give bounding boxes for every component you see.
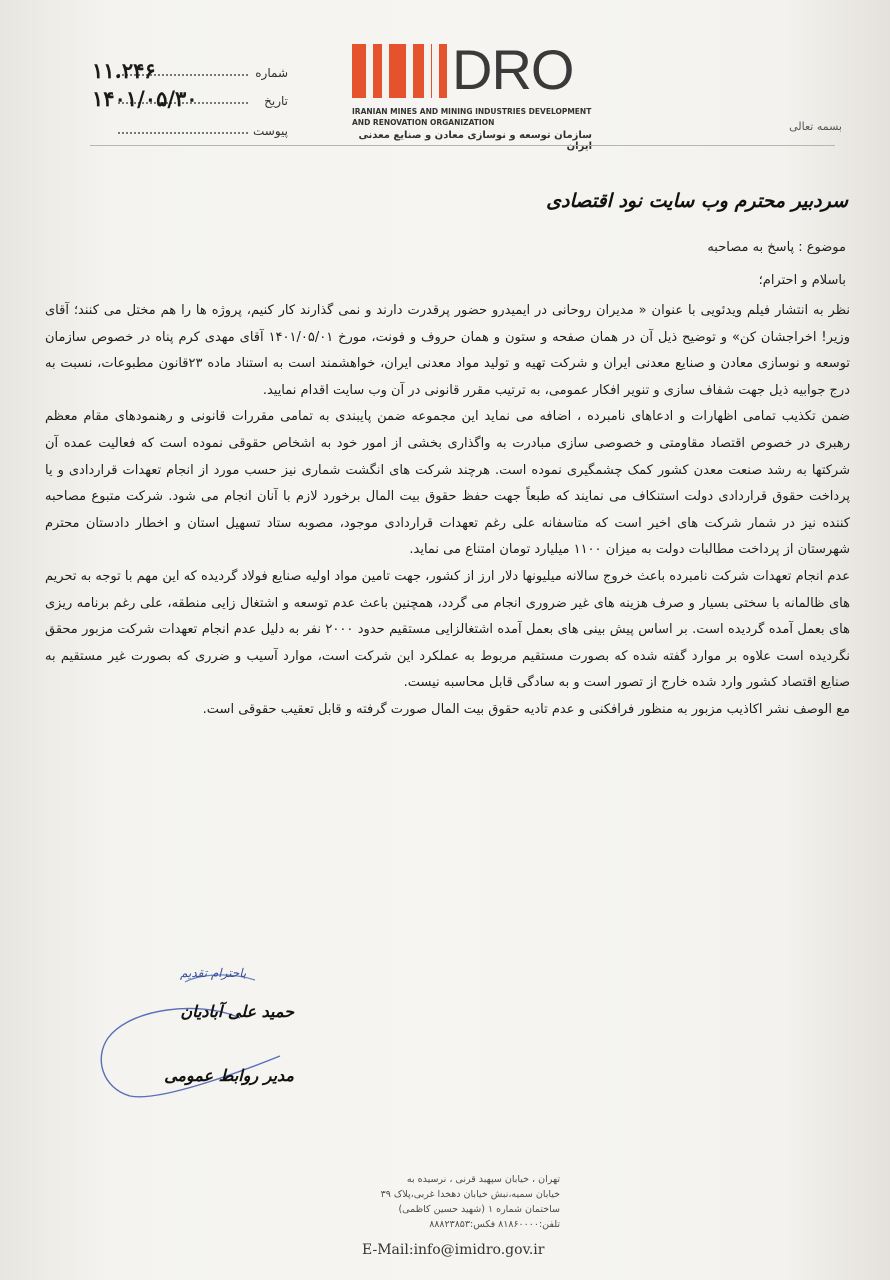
logo-mark-icon (352, 44, 447, 98)
number-value: ۱۱.۲۴۶ (92, 58, 156, 83)
date-row (78, 86, 288, 116)
letter-body (45, 298, 850, 724)
logo-persian-name: سازمان توسعه و نوسازی معادن و صنایع معدنی ایران (358, 130, 592, 152)
footer-line: تلفن:۸۱۸۶۰۰۰۰ فکس:۸۸۸۲۳۸۵۳ (429, 1219, 560, 1230)
signatory-name: حمید علی آبادیان (180, 1002, 294, 1021)
footer-email: E-Mail:info@imidro.gov.ir (362, 1242, 545, 1258)
number-row (78, 58, 288, 88)
greeting: باسلام و احترام؛ (758, 273, 846, 288)
addressee: سردبیر محترم وب سایت نود اقتصادی (546, 190, 848, 212)
paragraph: ضمن تکذیب تمامی اظهارات و ادعاهای نامبرده ، اضافه می نماید این مجموعه ضمن پایبندی به تمامی مقررات قانونی و رهنمودهای مقام معظم رهبری در خصوص اقتصاد مقاومتی و خصوصی سازی مبادرت به واگذاری بخشی از امور خود به اشخاص حقوقی نموده است که فعالیت عمده آن شرکتها به رشد صنعت معدن کشور کمک چشمگیری نموده است. هرچند شرکت های انگشت شماری نیز حسب مورد از انجام تعهدات قراردادی و یا پرداخت حقوق قراردادی دولت استنکاف می نمایند که طبعاً جهت حفظ حقوق بیت المال برخورد لازم با آنان انجام می شود. شرکت متبوع مصاحبه کننده نیز در شمار شرکت های اخیر است که متاسفانه علی رغم تعهدات قراردادی موجود، مصوبه ستاد تسهیل استان و اخطار دادستان محترم شهرستان از پرداخت مطالبات دولت به میزان ۱۱۰۰ میلیارد تومان امتناع می نماید. (45, 409, 850, 558)
date-value: ۱۴۰۱/۰۵/۳۰ (92, 86, 198, 111)
subject-line: موضوع : پاسخ به مصاحبه (707, 240, 846, 255)
paragraph: نظر به انتشار فیلم ویدئویی با عنوان « مدیران روحانی در ایمیدرو حضور پرقدرت دارند و نمی گذارند کار کنیم، پروژه ها را هم مختل می کنند؛ آقای وزیر! اخراجشان کن» و توضیح ذیل آن در همان صفحه و ستون و همان حروف و فونت، مورخ ۱۴۰۱/۰۵/۰۱ آقای مهدی کرم پناه در خصوص سازمان توسعه و نوسازی معادن و صنایع معدنی ایران و شرکت تهیه و تولید مواد معدنی ایران، خواهشمند است به استناد ماده ۲۳قانون مطبوعات، نسبت به درج جوابیه ذیل جهت شفاف سازی و تنویر افکار عمومی، به ترتیب مقرر قانونی در آن وب سایت اقدام نمایید. (45, 303, 850, 398)
date-label: تاریخ (264, 94, 288, 108)
number-label: شماره (255, 66, 288, 80)
invocation: بسمه تعالی (789, 120, 842, 133)
footer-line: تهران ، خیابان سپهبد قرنی ، نرسیده به (406, 1174, 560, 1185)
signatory-title: مدیر روابط عمومی (164, 1066, 294, 1085)
logo-english-name: IRANIAN MINES AND MINING INDUSTRIES DEVELOPMENT AND RENOVATION ORGANIZATION (352, 107, 592, 127)
footer-line: خیابان سمیه،نبش خیابان دهخدا غربی،پلاک ۳۹ (380, 1189, 560, 1200)
footer-address (330, 1172, 560, 1232)
imidro-logo (352, 38, 597, 152)
header-divider (90, 145, 835, 146)
paragraph: مع الوصف نشر اکاذیب مزبور به منظور فرافکنی و عدم تادیه حقوق بیت المال صورت گرفته و قابل تعقیب حقوقی است. (202, 701, 850, 717)
attachment-row (78, 116, 288, 146)
signature-stroke-icon (90, 960, 330, 1110)
signature-block (90, 960, 330, 1110)
paragraph: عدم انجام تعهدات شرکت نامبرده باعث خروج سالانه میلیونها دلار ارز از کشور، جهت تامین مواد اولیه صنایع فولاد گردیده که این مهم با توجه به تحریم های ظالمانه با سختی بسیار و صرف هزینه های غیر ضروری انجام می گردد، همچنین باعث عدم توسعه و اشتغال زایی منطقه، علی رغم برنامه ریزی های بعمل آمده گردیده است. بر اساس پیش بینی های بعمل آمده اشتغالزایی مستقیم حدود ۲۰۰۰ نفر به دلیل عدم انجام تعهدات شرکت مزبور محقق نگردیده است علاوه بر موارد گفته شده که بصورت مستقیم مربوط به عملکرد این شرکت است، موارد آسیب و ضرری که بصورت غیر مستقیم به صنایع اقتصاد کشور وارد شده خارج از تصور است و به سادگی قابل محاسبه نیست. (45, 568, 850, 691)
attachment-label: پیوست (253, 124, 288, 138)
footer-line: ساختمان شماره ۱ (شهید حسین کاظمی) (398, 1204, 560, 1215)
signature-note: باحترام تقدیم (180, 966, 247, 980)
logo-wordmark: DRO (452, 38, 574, 101)
